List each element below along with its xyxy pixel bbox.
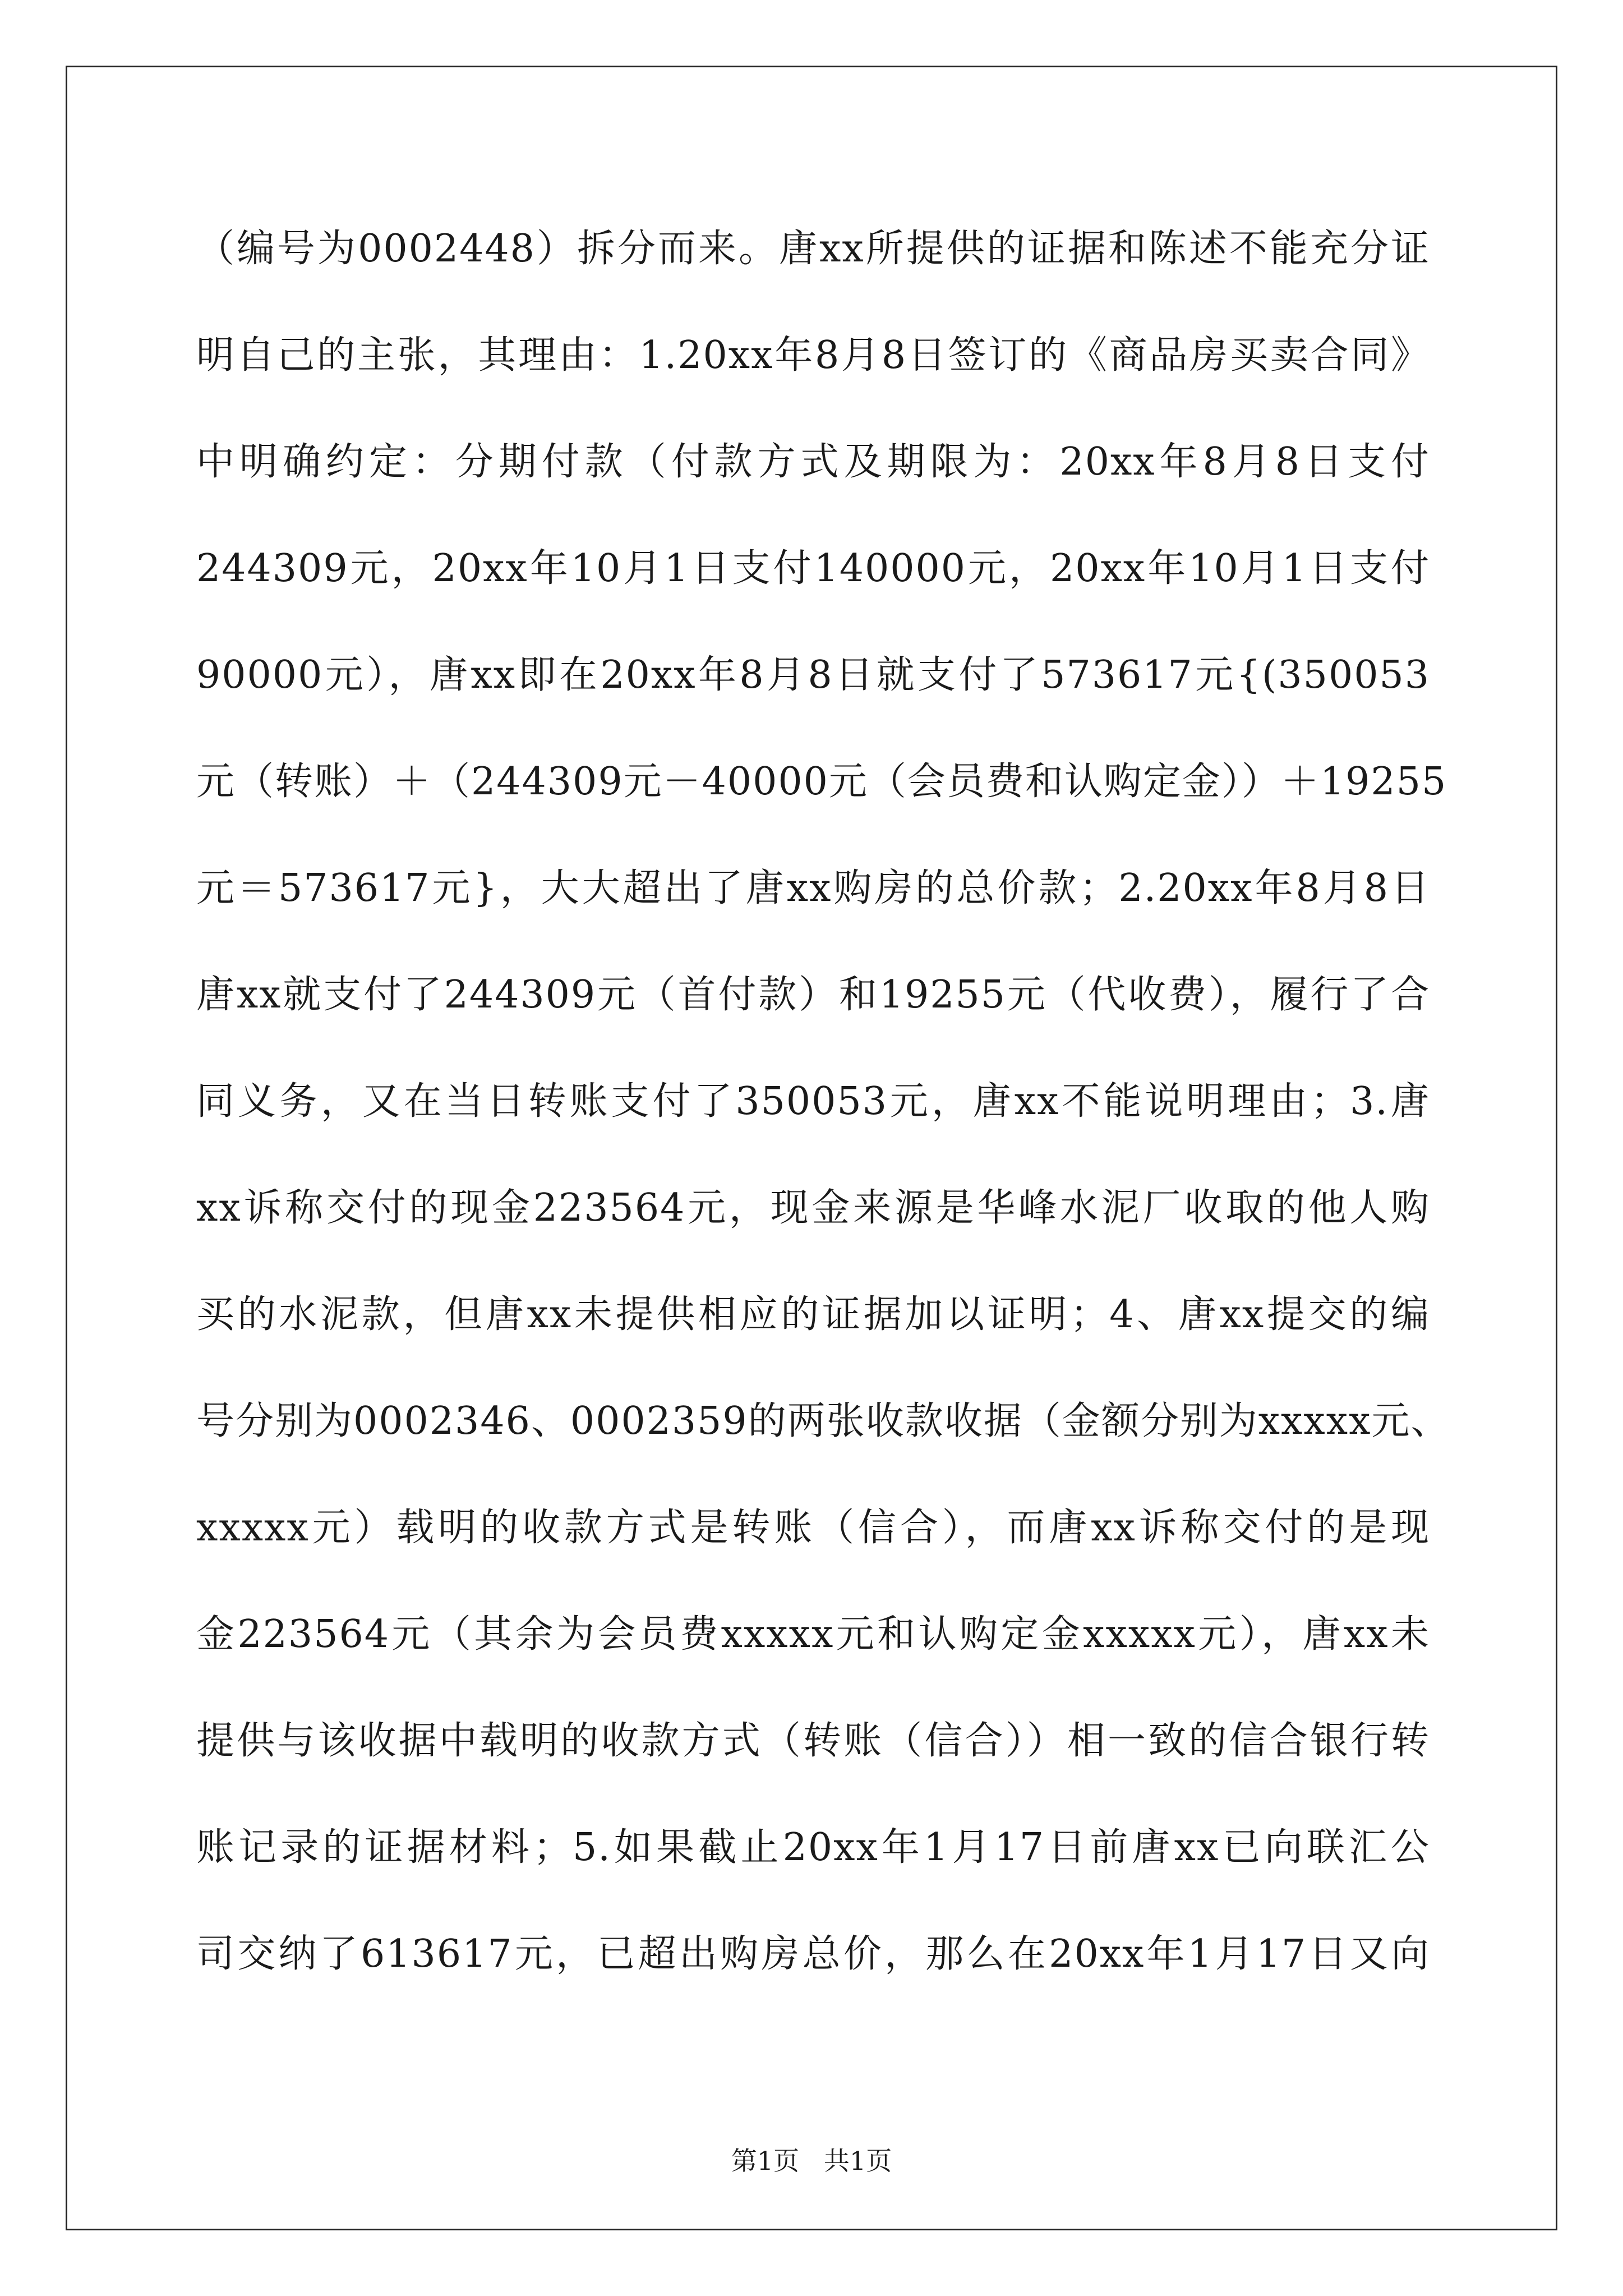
text-line: xxxxx元）载明的收款方式是转账（信合），而唐xx诉称交付的是现	[196, 1506, 1430, 1550]
text-line: 司交纳了613617元，已超出购房总价，那么在20xx年1月17日又向	[196, 1932, 1430, 1976]
text-line: 号分别为0002346、0002359的两张收款收据（金额分别为xxxxx元、	[196, 1399, 1450, 1443]
text-line: 元＝573617元}，大大超出了唐xx购房的总价款；2.20xx年8月8日	[196, 866, 1430, 910]
text-line: 账记录的证据材料；5.如果截止20xx年1月17日前唐xx已向联汇公	[196, 1825, 1430, 1870]
text-line: 90000元），唐xx即在20xx年8月8日就支付了573617元{(350053	[196, 653, 1430, 697]
text-line: 金223564元（其余为会员费xxxxx元和认购定金xxxxx元），唐xx未	[196, 1612, 1430, 1657]
text-line: 244309元，20xx年10月1日支付140000元，20xx年10月1日支付	[196, 546, 1430, 591]
text-line: xx诉称交付的现金223564元，现金来源是华峰水泥厂收取的他人购	[196, 1186, 1430, 1230]
text-line: （编号为0002448）拆分而来。唐xx所提供的证据和陈述不能充分证	[196, 227, 1430, 271]
page-number-footer: 第1页 共1页	[731, 2146, 892, 2176]
text-line: 中明确约定：分期付款（付款方式及期限为：20xx年8月8日支付	[196, 440, 1430, 484]
text-line: 唐xx就支付了244309元（首付款）和19255元（代收费），履行了合	[196, 973, 1430, 1017]
text-line: 提供与该收据中载明的收款方式（转账（信合））相一致的信合银行转	[196, 1719, 1430, 1763]
document-body	[196, 215, 1450, 2027]
text-line: 明自己的主张，其理由：1.20xx年8月8日签订的《商品房买卖合同》	[196, 333, 1430, 378]
text-line: 元（转账）＋（244309元－40000元（会员费和认购定金））＋19255	[196, 760, 1447, 804]
text-line: 买的水泥款，但唐xx未提供相应的证据加以证明；4、唐xx提交的编	[196, 1292, 1430, 1337]
text-line: 同义务，又在当日转账支付了350053元，唐xx不能说明理由；3.唐	[196, 1079, 1430, 1124]
